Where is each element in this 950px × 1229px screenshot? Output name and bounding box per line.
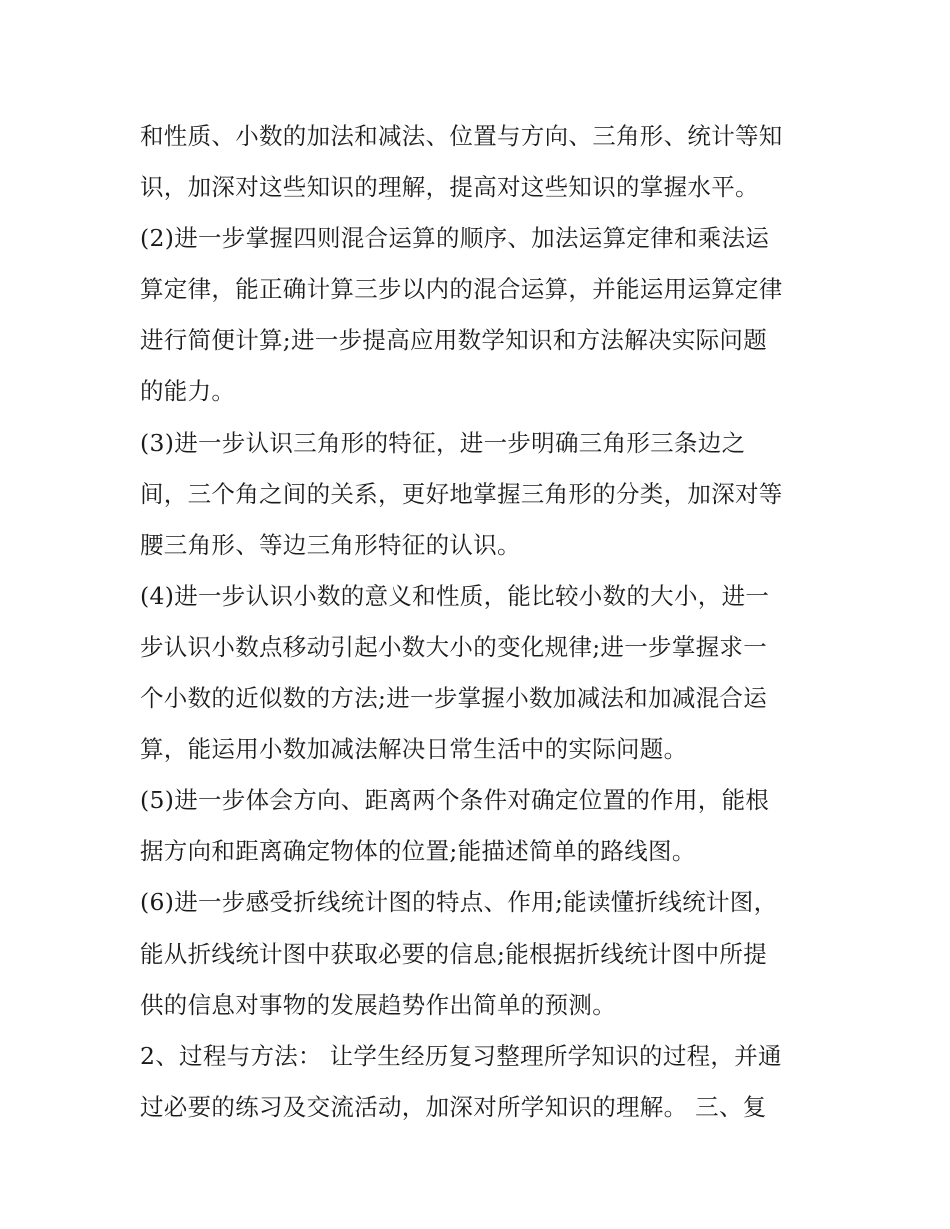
text-line: 间，三个角之间的关系，更好地掌握三角形的分类，加深对等 xyxy=(140,479,783,508)
text-line: (6)进一步感受折线统计图的特点、作用;能读懂折线统计图， xyxy=(140,888,778,917)
text-line: 和性质、小数的加法和减法、位置与方向、三角形、统计等知 xyxy=(140,122,783,150)
text-line: 进行简便计算;进一步提高应用数学知识和方法解决实际问题 xyxy=(140,326,768,355)
text-line: (3)进一步认识三角形的特征，进一步明确三角形三条边之 xyxy=(140,428,746,457)
text-line: 能从折线统计图中获取必要的信息;能根据折线统计图中所提 xyxy=(140,939,768,968)
text-line: 步认识小数点移动引起小数大小的变化规律;进一步掌握求一 xyxy=(140,632,768,661)
text-line: 的能力。 xyxy=(140,377,236,406)
document-body xyxy=(140,111,830,1133)
text-line: (4)进一步认识小数的意义和性质，能比较小数的大小，进一 xyxy=(140,581,770,610)
text-line: (2)进一步掌握四则混合运算的顺序、加法运算定律和乘法运 xyxy=(140,224,770,253)
text-line: 腰三角形、等边三角形特征的认识。 xyxy=(140,530,521,559)
text-line: 个小数的近似数的方法;进一步掌握小数加减法和加减混合运 xyxy=(140,684,768,713)
text-line: (5)进一步体会方向、距离两个条件对确定位置的作用，能根 xyxy=(140,786,770,815)
text-line: 2、过程与方法： 让学生经历复习整理所学知识的过程，并通 xyxy=(140,1041,782,1070)
text-line: 算，能运用小数加减法解决日常生活中的实际问题。 xyxy=(140,735,688,764)
text-line: 供的信息对事物的发展趋势作出简单的预测。 xyxy=(140,990,616,1019)
text-line: 算定律，能正确计算三步以内的混合运算，并能运用运算定律 xyxy=(140,275,783,304)
text-line: 据方向和距离确定物体的位置;能描述简单的路线图。 xyxy=(140,837,696,866)
text-line: 过必要的练习及交流活动，加深对所学知识的理解。 三、复 xyxy=(140,1092,767,1121)
text-line: 识，加深对这些知识的理解，提高对这些知识的掌握水平。 xyxy=(140,173,759,202)
